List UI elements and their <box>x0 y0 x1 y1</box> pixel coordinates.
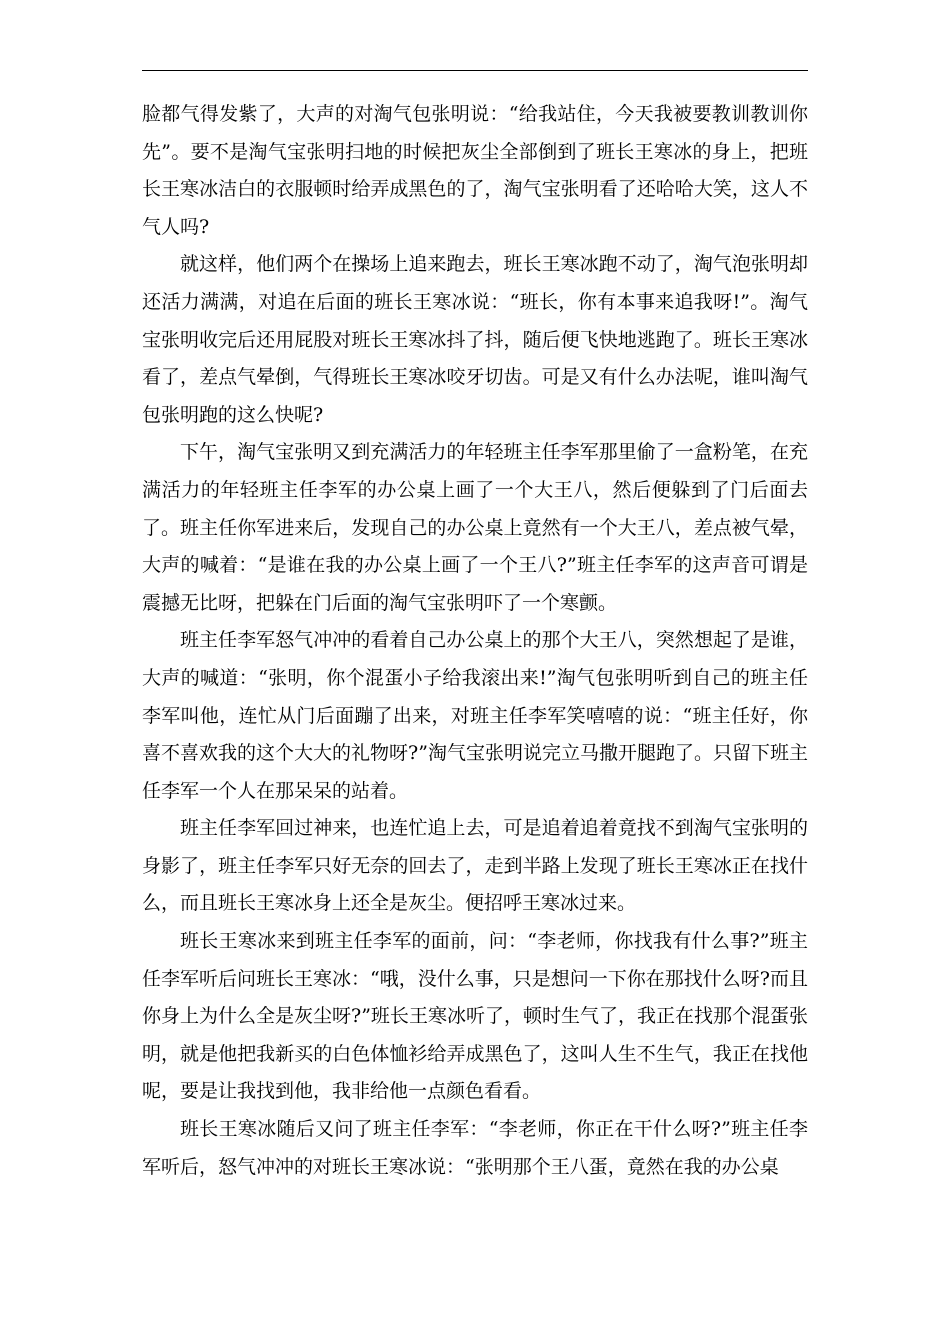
header-rule <box>142 70 808 71</box>
paragraph-2: 就这样，他们两个在操场上追来跑去，班长王寒冰跑不动了，淘气泡张明却还活力满满，对追在后面的班长王寒冰说：“班长，你有本事来追我呀!”。淘气宝张明收完后还用屁股对班长王寒冰抖了抖，随后便飞快地逃跑了。班长王寒冰看了，差点气晕倒，气得班长王寒冰咬牙切齿。可是又有什么办法呢，谁叫淘气包张明跑的这么快呢? <box>142 253 808 426</box>
paragraph-3: 下午，淘气宝张明又到充满活力的年轻班主任李军那里偷了一盒粉笔，在充满活力的年轻班主任李军的办公桌上画了一个大王八，然后便躲到了门后面去了。班主任你军进来后，发现自己的办公桌上竟然有一个大王八，差点被气晕，大声的喊着：“是谁在我的办公桌上画了一个王八?”班主任李军的这声音可谓是震撼无比呀，把躲在门后面的淘气宝张明吓了一个寒颤。 <box>142 441 808 614</box>
body-text <box>142 96 808 1186</box>
paragraph-7: 班长王寒冰随后又问了班主任李军：“李老师，你正在干什么呀?”班主任李军听后，怒气冲冲的对班长王寒冰说：“张明那个王八蛋，竟然在我的办公桌 <box>142 1118 808 1178</box>
paragraph-5: 班主任李军回过神来，也连忙追上去，可是追着追着竟找不到淘气宝张明的身影了，班主任李军只好无奈的回去了，走到半路上发现了班长王寒冰正在找什么，而且班长王寒冰身上还全是灰尘。便招呼王寒冰过来。 <box>142 817 808 915</box>
paragraph-6: 班长王寒冰来到班主任李军的面前，问：“李老师，你找我有什么事?”班主任李军听后问班长王寒冰：“哦，没什么事，只是想问一下你在那找什么呀?而且你身上为什么全是灰尘呀?”班长王寒冰听了，顿时生气了，我正在找那个混蛋张明，就是他把我新买的白色体恤衫给弄成黑色了，这叫人生不生气，我正在找他呢，要是让我找到他，我非给他一点颜色看看。 <box>142 930 808 1103</box>
paragraph-1: 脸都气得发紫了，大声的对淘气包张明说：“给我站住，今天我被要教训教训你先”。要不是淘气宝张明扫地的时候把灰尘全部倒到了班长王寒冰的身上，把班长王寒冰洁白的衣服顿时给弄成黑色的了，淘气宝张明看了还哈哈大笑，这人不气人吗? <box>142 103 808 238</box>
paragraph-4: 班主任李军怒气冲冲的看着自己办公桌上的那个大王八，突然想起了是谁，大声的喊道：“张明，你个混蛋小子给我滚出来!”淘气包张明听到自己的班主任李军叫他，连忙从门后面蹦了出来，对班主任李军笑嘻嘻的说：“班主任好，你喜不喜欢我的这个大大的礼物呀?”淘气宝张明说完立马撒开腿跑了。只留下班主任李军一个人在那呆呆的站着。 <box>142 629 808 802</box>
